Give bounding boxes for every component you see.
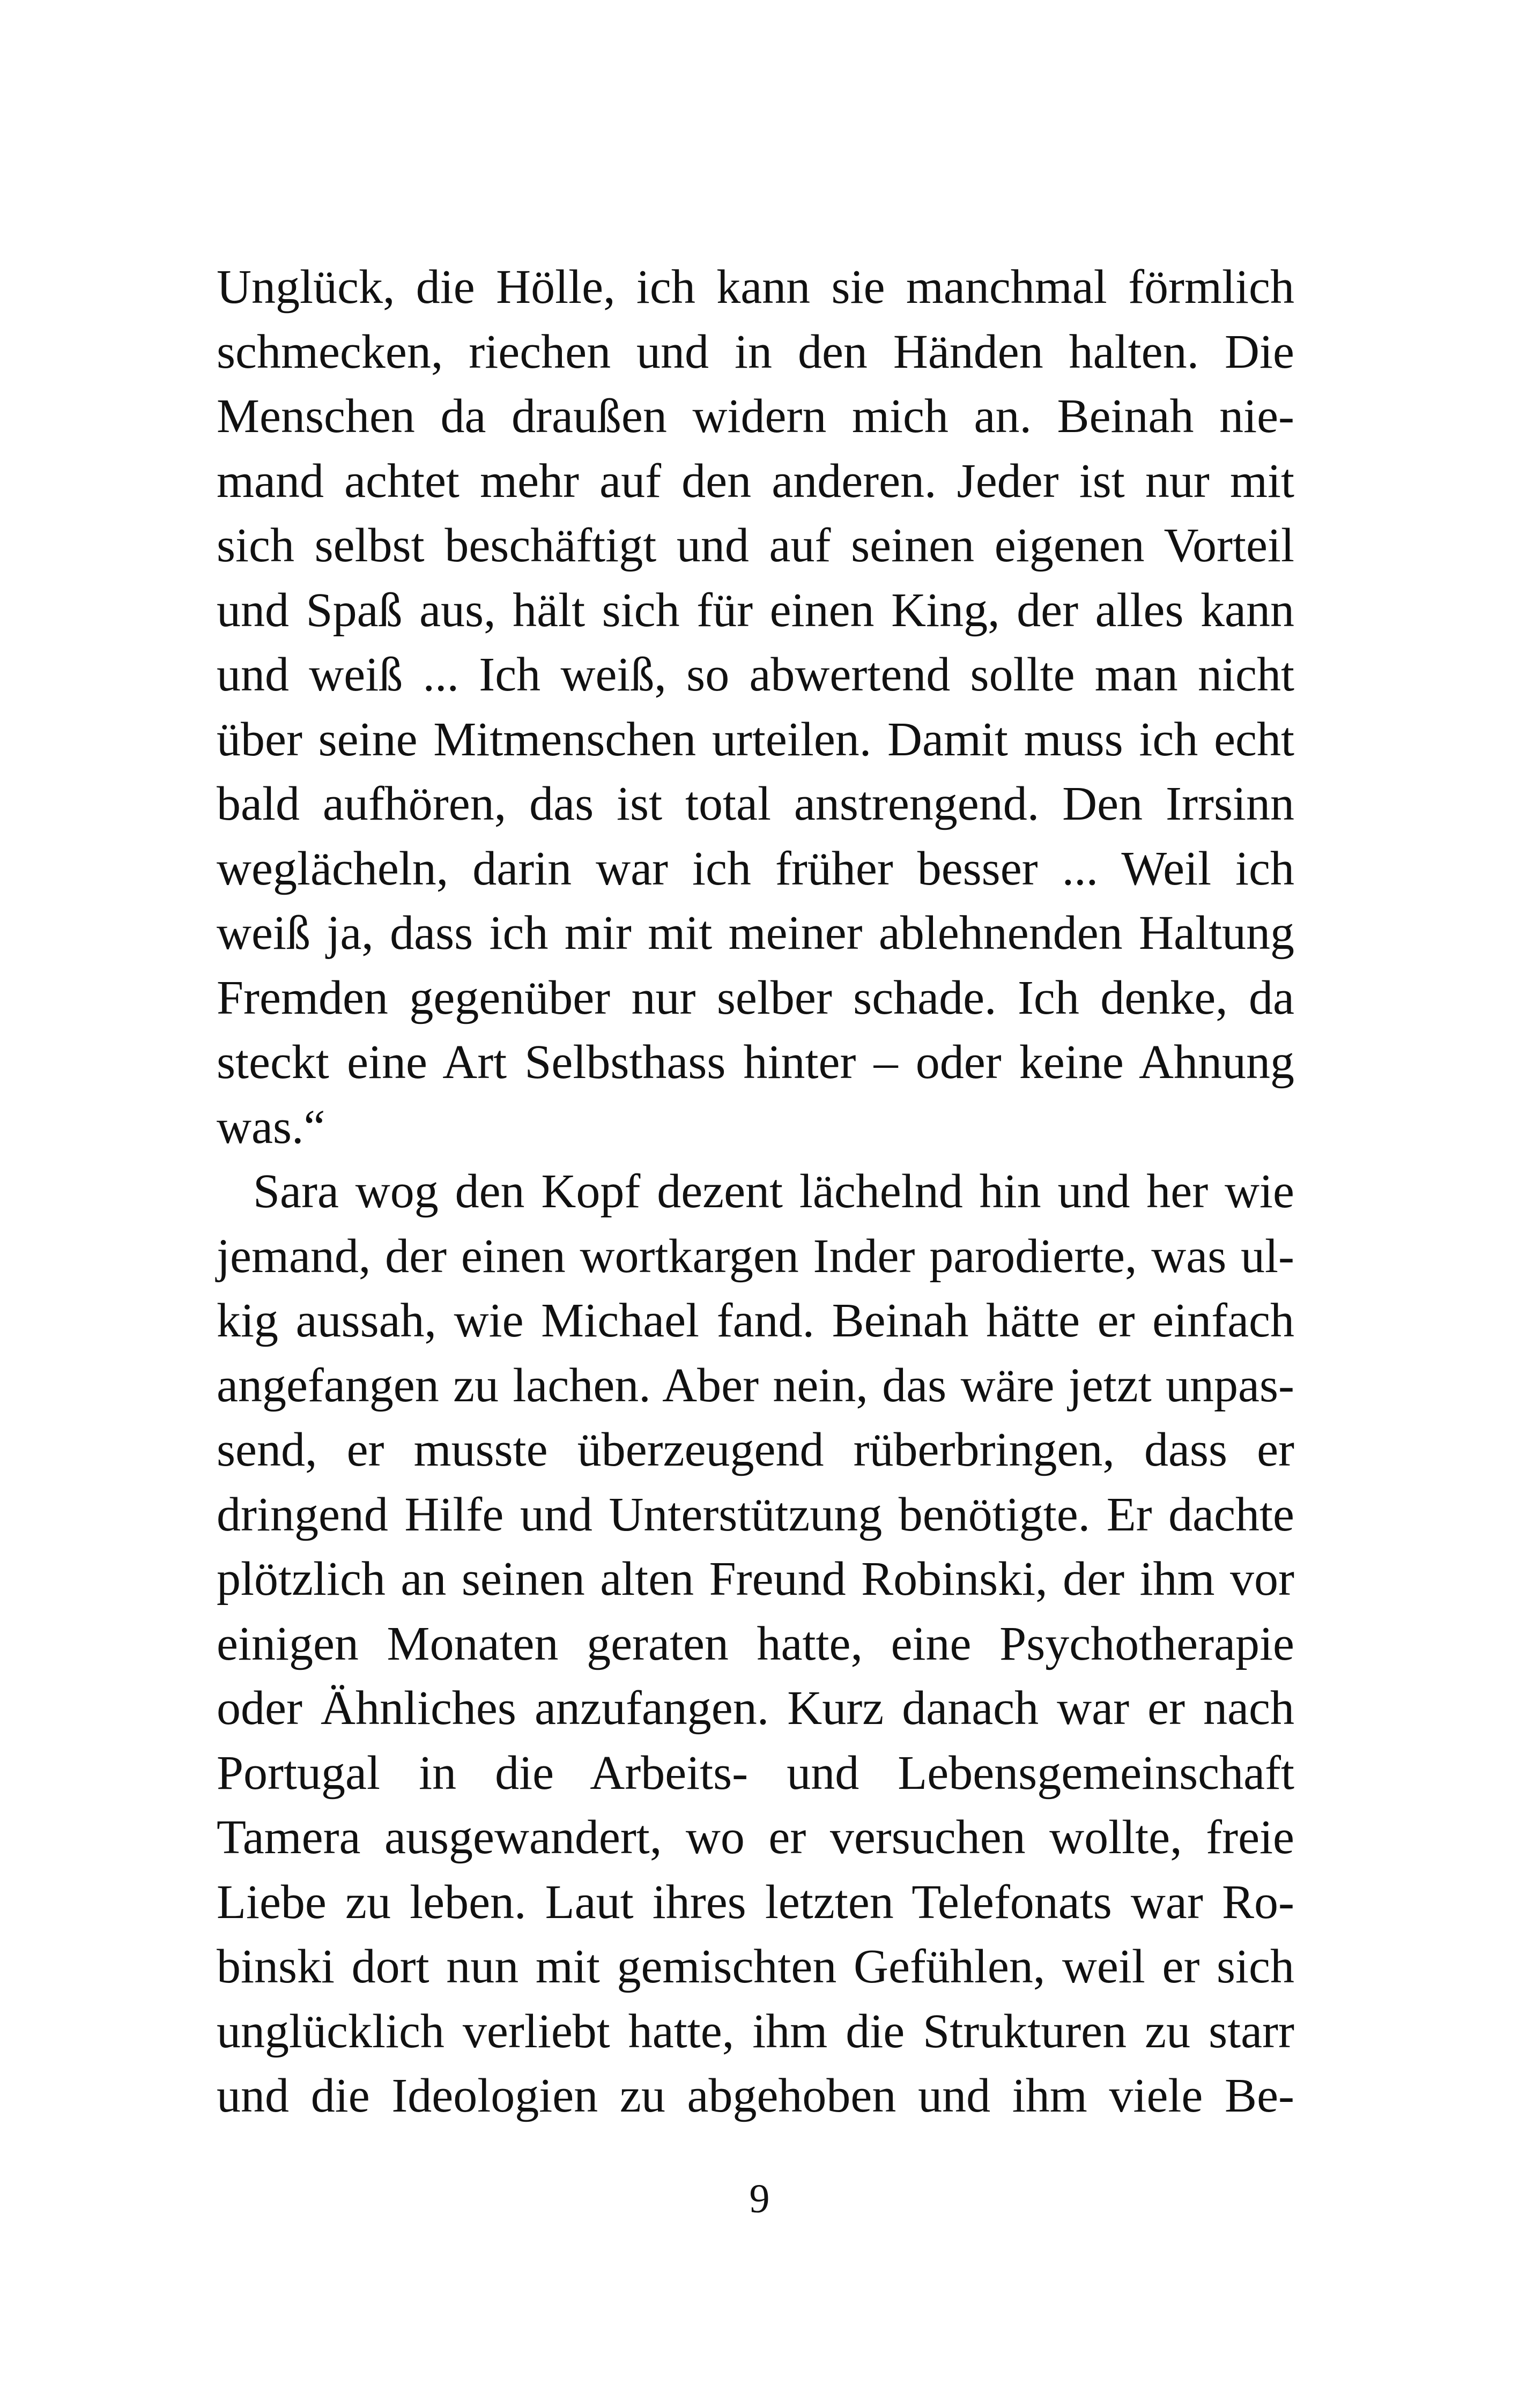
text-line: über seine Mitmenschen urteilen. Damit muss ich echt (217, 712, 1294, 766)
text-line: unglücklich verliebt hatte, ihm die Strukturen zu starr (217, 2004, 1294, 2058)
text-line: Portugal in die Arbeits- und Lebensgemeinschaft (217, 1746, 1294, 1800)
text-line: und die Ideologien zu abgehoben und ihm viele Be- (217, 2069, 1294, 2122)
text-line: Unglück, die Hölle, ich kann sie manchmal förmlich (217, 261, 1294, 314)
text-line: jemand, der einen wortkargen Inder parodierte, was ul- (217, 1229, 1294, 1283)
text-line: weglächeln, darin war ich früher besser ... Weil ich (217, 842, 1294, 895)
text-line: und Spaß aus, hält sich für einen King, der alles kann (217, 583, 1294, 637)
text-line: was.“ (217, 1100, 325, 1154)
text-line: plötzlich an seinen alten Freund Robinski, der ihm vor (217, 1552, 1294, 1606)
text-line: mand achtet mehr auf den anderen. Jeder ist nur mit (217, 454, 1294, 508)
body-text (217, 255, 1294, 2129)
text-line: und weiß ... Ich weiß, so abwertend sollte man nicht (217, 648, 1294, 701)
text-line: Fremden gegenüber nur selber schade. Ich denke, da (217, 971, 1294, 1024)
text-line: Menschen da draußen widern mich an. Beinah nie- (217, 390, 1294, 443)
text-line: Tamera ausgewandert, wo er versuchen wollte, freie (217, 1811, 1294, 1864)
paragraph-1 (217, 255, 1294, 1160)
text-line: send, er musste überzeugend rüberbringen, dass er (217, 1423, 1294, 1476)
text-line: weiß ja, dass ich mir mit meiner ablehnenden Haltung (217, 906, 1294, 960)
paragraph-2 (217, 1160, 1294, 2129)
page-number: 9 (749, 2176, 770, 2221)
text-line: sich selbst beschäftigt und auf seinen eigenen Vorteil (217, 519, 1294, 572)
text-line: kig aussah, wie Michael fand. Beinah hätte er einfach (217, 1294, 1294, 1347)
text-line: bald aufhören, das ist total anstrengend. Den Irrsinn (217, 777, 1294, 830)
text-line: steckt eine Art Selbsthass hinter – oder keine Ahnung (217, 1036, 1294, 1089)
text-line: dringend Hilfe und Unterstützung benötigte. Er dachte (217, 1488, 1294, 1541)
text-line: einigen Monaten geraten hatte, eine Psychotherapie (217, 1617, 1294, 1670)
text-line: schmecken, riechen und in den Händen halten. Die (217, 325, 1294, 378)
text-line: oder Ähnliches anzufangen. Kurz danach war er nach (217, 1682, 1294, 1735)
text-line: angefangen zu lachen. Aber nein, das wäre jetzt unpas- (217, 1358, 1294, 1412)
text-line: binski dort nun mit gemischten Gefühlen, weil er sich (217, 1940, 1294, 1993)
text-line: Liebe zu leben. Laut ihres letzten Telefonats war Ro- (217, 1875, 1294, 1929)
text-line: Sara wog den Kopf dezent lächelnd hin und her wie (253, 1165, 1294, 1218)
